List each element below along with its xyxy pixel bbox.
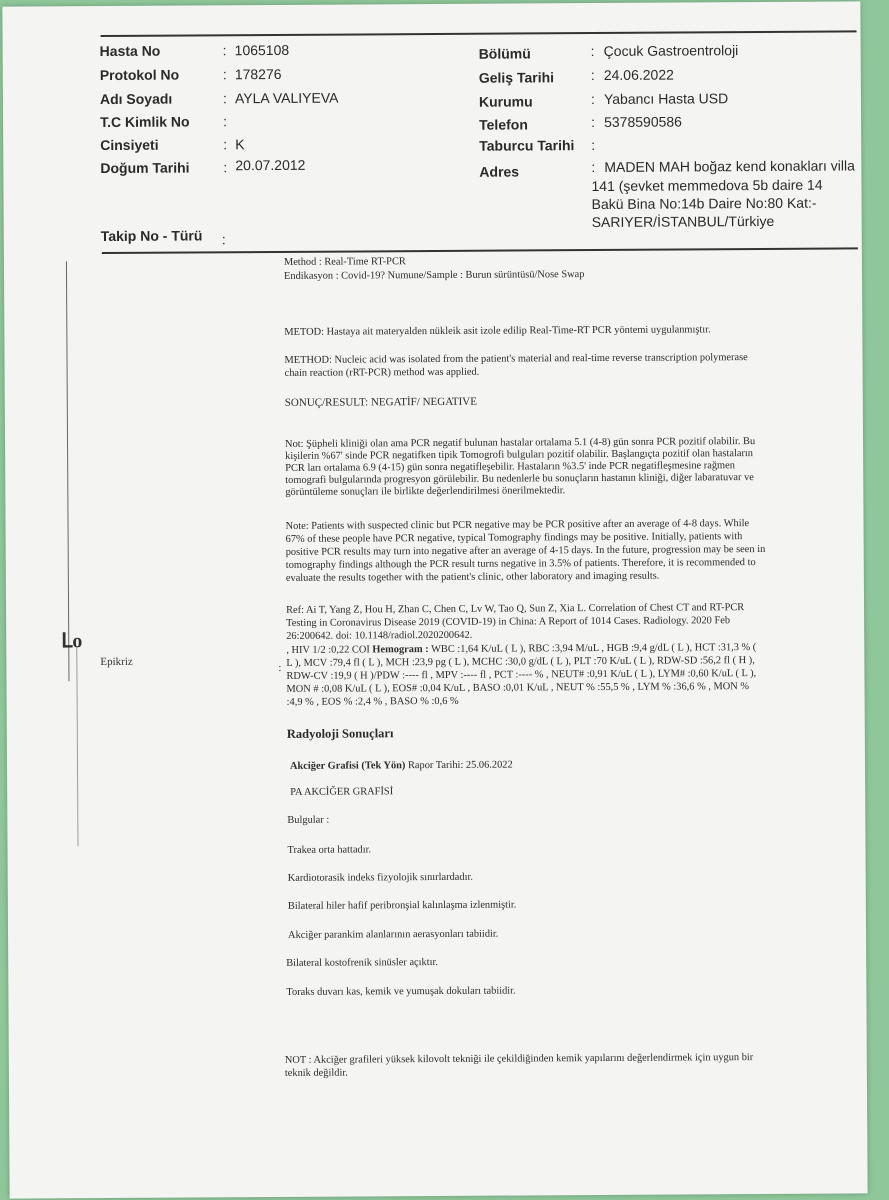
lab-line: L ), MCV :79,4 fl ( L ), MCH :23,9 pg ( L ), MCHC :30,0 g/dL ( L ), PLT :70 K/uL ( L ), RDW-SD :56,2 fl ( H ), bbox=[286, 655, 755, 669]
colon: : bbox=[590, 43, 595, 60]
note-en-line: evaluate the results together with the patient's clinic, other laboratory and imaging results. bbox=[285, 570, 660, 584]
adres-line-2: 141 (şevket memmedova 5b daire 14 bbox=[591, 176, 823, 195]
method-line: Method : Real-Time RT-PCR bbox=[283, 256, 406, 268]
protokol-no-value: 178276 bbox=[234, 65, 282, 83]
handwritten-mark: ᒪo bbox=[61, 630, 83, 653]
finding-item: Kardiotorasik indeks fizyolojik sınırlardadır. bbox=[287, 871, 473, 884]
bolumu-label: Bölümü bbox=[478, 45, 531, 62]
finding-item: Trakea orta hattadır. bbox=[287, 844, 372, 856]
note-en-line: Note: Patients with suspected clinic but PCR negative may be PCR positive after an average of 4-8 days. While bbox=[285, 518, 750, 532]
kurumu-value: Yabancı Hasta USD bbox=[603, 90, 729, 107]
metod-tr: METOD: Hastaya ait materyalden nükleik asit izole edilip Real-Time-RT PCR yöntemi uygulanmıştır. bbox=[284, 324, 711, 338]
lab-line: MON # :0,08 K/uL ( L ), EOS# :0,04 K/uL , BASO :0,01 K/uL , NEUT % :55,5 % , LYM % :36,6 % , MON % bbox=[286, 681, 750, 695]
colon: : bbox=[591, 114, 596, 131]
xray-title: Akciğer Grafisi (Tek Yön) bbox=[289, 760, 406, 772]
reference-line: Ref: Ai T, Yang Z, Hou H, Zhan C, Chen C, Lv W, Tao Q, Sun Z, Xia L. Correlation of Chest CT and RT-PCR bbox=[286, 602, 745, 616]
colon: : bbox=[223, 136, 228, 153]
note-en-line: positive PCR results may turn into negative after an average of 4-15 days. In the future, progression may be seen in bbox=[285, 543, 766, 558]
findings-label: Bulgular : bbox=[287, 814, 330, 826]
cinsiyeti-label: Cinsiyeti bbox=[100, 136, 159, 154]
note-tr-line: görüntüleme sonuçları ile birlikte değerlendirilmesi önerilmektedir. bbox=[285, 485, 566, 498]
colon: : bbox=[590, 67, 595, 84]
lab-hiv: , HIV 1/2 :0,22 COI bbox=[286, 644, 373, 656]
bolumu-value: Çocuk Gastroentroloji bbox=[603, 42, 739, 59]
taburcu-tarihi-label: Taburcu Tarihi bbox=[479, 137, 575, 154]
hasta-no-label: Hasta No bbox=[99, 42, 161, 60]
colon: : bbox=[222, 66, 227, 83]
note-en-line: tomography findings although the PCR result turns negative in 3.5% of patients. Therefore, it is recommended to bbox=[285, 557, 756, 571]
finding-item: Akciğer parankim alanlarının aerasyonları tabiidir. bbox=[288, 928, 499, 941]
indication-line: Endikasyon : Covid-19? Numune/Sample : Burun sürüntüsü/Nose Swap bbox=[283, 269, 585, 282]
gelis-tarihi-label: Geliş Tarihi bbox=[478, 69, 555, 86]
radiology-title: Radyoloji Sonuçları bbox=[286, 726, 394, 741]
pa-title: PA AKCİĞER GRAFİSİ bbox=[290, 786, 394, 798]
adi-soyadi-value: AYLA VALIYEVA bbox=[234, 89, 339, 107]
method-en-2: chain reaction (rRT-PCR) method was applied. bbox=[284, 366, 480, 379]
lab-line: RDW-CV :19,9 ( H )/PDW :---- fl , MPV :---- fl , PCT :---- % , NEUT# :0,91 K/uL ( L ), LYM# :0,60 K/uL ( L ), bbox=[286, 668, 757, 682]
note-tr-line: PCR ları ortalama 6.9 (4-15) gün sonra negatifleşebilir. Hastaların %3.5' inde PCR negatifleşmesine rağmen bbox=[285, 460, 735, 474]
document-page bbox=[2, 1, 867, 1198]
hasta-no-value: 1065108 bbox=[234, 41, 290, 59]
pcr-result: SONUÇ/RESULT: NEGATİF/ NEGATIVE bbox=[284, 395, 477, 409]
telefon-label: Telefon bbox=[479, 116, 528, 133]
colon: : bbox=[223, 113, 228, 130]
gelis-tarihi-value: 24.06.2022 bbox=[603, 66, 674, 83]
adi-soyadi-label: Adı Soyadı bbox=[99, 90, 173, 108]
xray-date: Rapor Tarihi: 25.06.2022 bbox=[405, 759, 513, 772]
final-note: NOT : Akciğer grafileri yüksek kilovolt tekniği ile çekildiğinden kemik yapılarını değerlendirmek için uygun bir bbox=[284, 1052, 754, 1066]
colon: : bbox=[222, 42, 227, 59]
margin-line bbox=[76, 646, 78, 846]
finding-item: Bilateral hiler hafif peribronşial kalınlaşma izlenmiştir. bbox=[287, 899, 517, 912]
header-top-rule bbox=[101, 30, 857, 37]
method-en-1: METHOD: Nucleic acid was isolated from the patient's material and real-time reverse transcription polymerase bbox=[284, 352, 748, 366]
colon: : bbox=[221, 231, 226, 248]
reference-line: 26:200642. doi: 10.1148/radiol.2020200642. bbox=[286, 629, 473, 642]
kurumu-label: Kurumu bbox=[478, 93, 533, 110]
dogum-tarihi-label: Doğum Tarihi bbox=[100, 159, 190, 177]
colon: : bbox=[591, 137, 596, 154]
hemogram-label: Hemogram : bbox=[372, 644, 429, 656]
final-note: teknik değildir. bbox=[284, 1067, 348, 1079]
finding-item: Toraks duvarı kas, kemik ve yumuşak dokuları tabiidir. bbox=[286, 985, 516, 998]
margin-line bbox=[66, 261, 70, 681]
adres-line-1: MADEN MAH boğaz kend konakları villa bbox=[604, 157, 855, 175]
colon: : bbox=[591, 159, 596, 176]
colon: : bbox=[278, 661, 282, 674]
protokol-no-label: Protokol No bbox=[99, 66, 180, 84]
note-tr-line: tomografi bulgularında progresyon görülebilir. Bu nedenlerle bu sonuçların hastanın kliniği, diğer labaratuvar ve bbox=[285, 472, 754, 486]
adres-line-4: SARIYER/İSTANBUL/Türkiye bbox=[591, 212, 775, 231]
adres-label: Adres bbox=[479, 163, 520, 180]
takip-no-label: Takip No - Türü bbox=[100, 227, 203, 245]
colon: : bbox=[223, 159, 228, 176]
header-bottom-rule bbox=[102, 247, 858, 254]
reference-line: Testing in Coronavirus Disease 2019 (COVID-19) in China: A Report of 1014 Cases. Radiology. 2020 Feb bbox=[286, 615, 731, 629]
lab-wbc-rbc: WBC :1,64 K/uL ( L ), RBC :3,94 M/uL , HGB :9,4 g/dL ( L ), HCT :31,3 % ( bbox=[428, 642, 757, 656]
epikriz-label: Epikriz bbox=[100, 655, 133, 669]
colon: : bbox=[590, 91, 595, 108]
note-tr-line: Not: Şüpheli kliniği olan ama PCR negatif bulunan hastalar ortalama 5.1 (4-8) gün sonra PCR pozitif olabilir. Bu bbox=[285, 436, 756, 450]
tc-kimlik-label: T.C Kimlik No bbox=[100, 113, 190, 131]
lab-line: :4,9 % , EOS % :2,4 % , BASO % :0,6 % bbox=[286, 695, 459, 708]
finding-item: Bilateral kostofrenik sinüsler açıktır. bbox=[286, 956, 439, 969]
note-tr-line: kişilerin %67' sinde PCR negatifken tipik Tomogrofi bulguları pozitif olabilir. Başlangıçta pozitif olan hastaların bbox=[285, 448, 754, 462]
xray-header bbox=[290, 760, 513, 774]
cinsiyeti-value: K bbox=[235, 136, 245, 153]
note-en-line: 67% of these people have PCR negative, typical Tomography findings may be positive. Initially, patients with bbox=[285, 531, 743, 545]
telefon-value: 5378590586 bbox=[604, 113, 683, 130]
colon: : bbox=[222, 90, 227, 107]
adres-line-3: Bakü Bina No:14b Daire No:80 Kat:- bbox=[591, 194, 817, 213]
dogum-tarihi-value: 20.07.2012 bbox=[235, 156, 306, 174]
